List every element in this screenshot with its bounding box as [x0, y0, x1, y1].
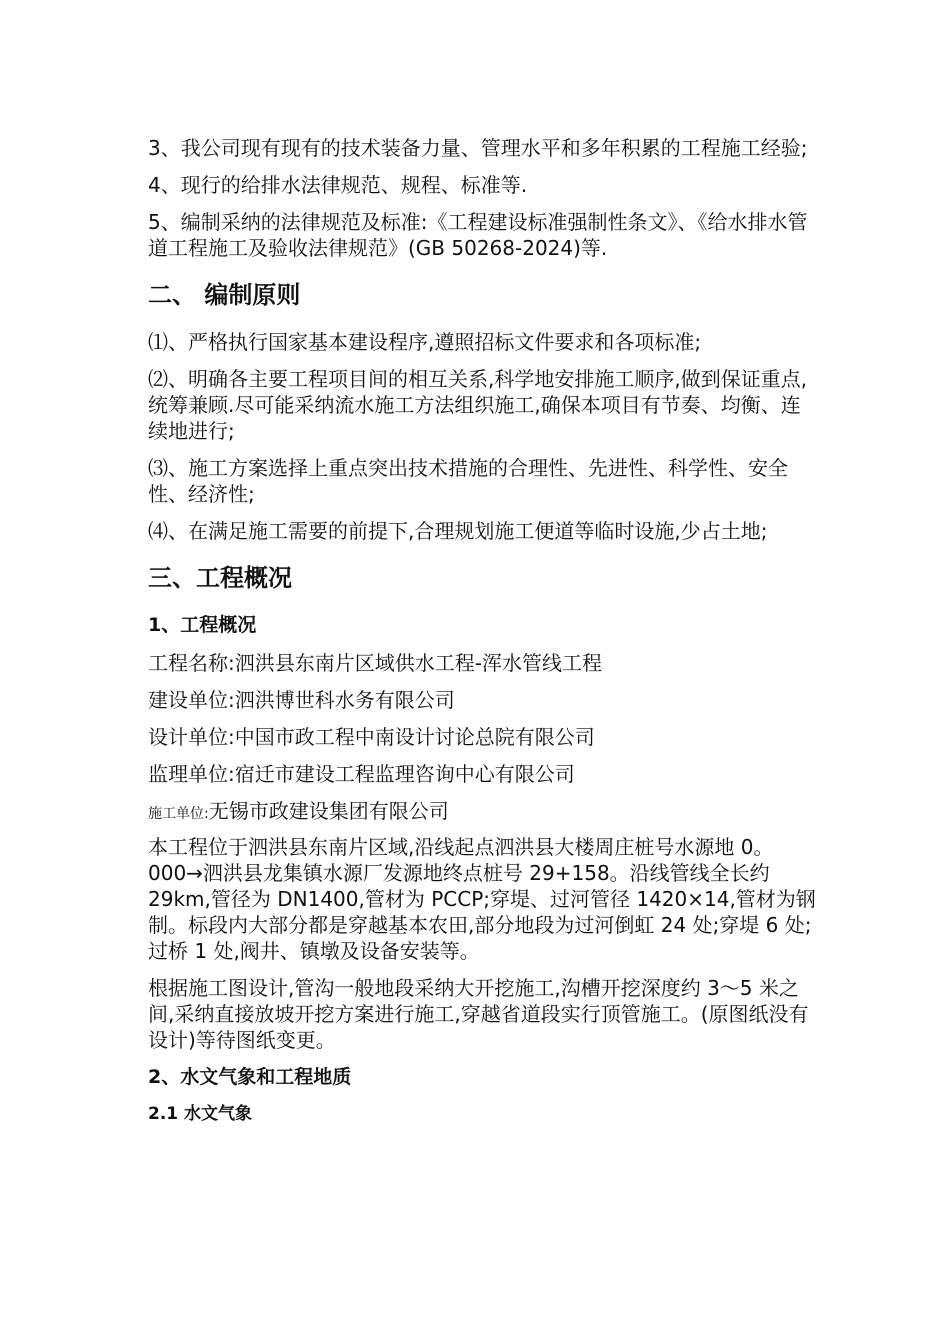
- principle-item-3: ⑶、施工方案选择上重点突出技术措施的合理性、先进性、科学性、安全性、经济性;: [148, 456, 788, 506]
- basis-item-4: 4、现行的给排水法律规范、规程、标准等.: [148, 173, 528, 197]
- contractor-label: 施工单位:: [148, 806, 209, 822]
- contractor-value: 无锡市政建设集团有限公司: [208, 799, 449, 823]
- principle-item-4: ⑷、在满足施工需要的前提下,合理规划施工便道等临时设施,少占土地;: [148, 519, 768, 543]
- subsection-1-heading: 1、工程概况: [148, 614, 257, 636]
- designer-line: 设计单位:中国市政工程中南设计讨论总院有限公司: [148, 725, 595, 749]
- project-description-2: 根据施工图设计,管沟一般地段采纳大开挖施工,沟槽开挖深度约 3～5 米之间,采纳直接放坡开挖方案进行施工,穿越省道段实行顶管施工。(原图纸没有设计)等待图纸变更。: [148, 976, 809, 1052]
- section-3-heading: 三、工程概况: [148, 564, 292, 592]
- basis-item-5: 5、编制采纳的法律规范及标准:《工程建设标准强制性条文》、《给水排水管道工程施工及验收法律规范》(GB 50268-2024)等.: [148, 210, 808, 260]
- project-description-1: 本工程位于泗洪县东南片区域,沿线起点泗洪县大楼周庄桩号水源地 0。000→泗洪县龙集镇水源厂发源地终点桩号 29+158。沿线管线全长约 29km,管径为 DN1400,管材为 PCCP;穿堤、过河管径 1420×14,管材为钢制。标段内大部分都是穿越基本农田,部分地段为过河倒虹 24 处;穿堤 6 处;过桥 1 处,阀井、镇墩及设备安装等。: [148, 835, 816, 963]
- contractor-line: [148, 798, 818, 827]
- document-page: [148, 135, 818, 1136]
- owner-line: 建设单位:泗洪博世科水务有限公司: [148, 688, 455, 712]
- basis-item-3: 3、我公司现有现有的技术装备力量、管理水平和多年积累的工程施工经验;: [148, 136, 808, 160]
- subsection-2-1-heading: 2.1 水文气象: [148, 1104, 253, 1124]
- subsection-2-heading: 2、水文气象和工程地质: [148, 1066, 352, 1088]
- principle-item-1: ⑴、严格执行国家基本建设程序,遵照招标文件要求和各项标准;: [148, 330, 702, 354]
- principle-item-2: ⑵、明确各主要工程项目间的相互关系,科学地安排施工顺序,做到保证重点,统筹兼顾.尽可能采纳流水施工方法组织施工,确保本项目有节奏、均衡、连续地进行;: [148, 367, 808, 443]
- section-2-heading: 二、 编制原则: [148, 281, 301, 309]
- supervisor-line: 监理单位:宿迁市建设工程监理咨询中心有限公司: [148, 762, 575, 786]
- project-name-line: 工程名称:泗洪县东南片区域供水工程-浑水管线工程: [148, 651, 602, 675]
